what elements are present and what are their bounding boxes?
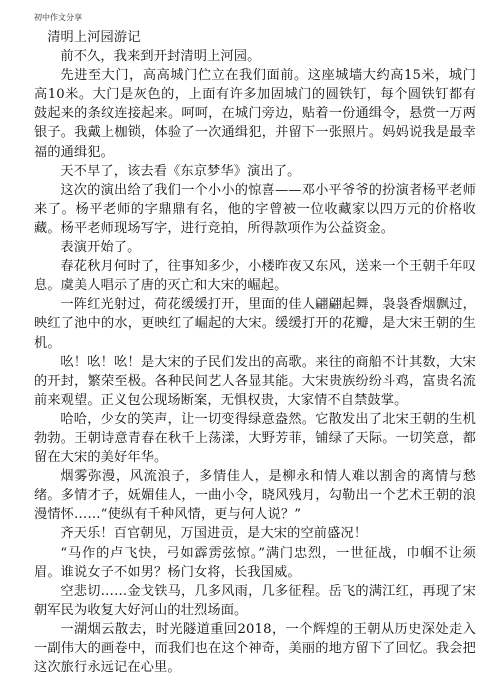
paragraph: 天不早了，该去看《东京梦华》演出了。 (60, 163, 301, 179)
paragraph: 吆！吆！吆！是大宋的子民们发出的高歌。来往的商船不计其数，大宋的开封，繁荣至极。各种民间艺人各显其能。大宋贵族纷纷斗鸡，富贵名流前来观望。正义包公现场断案，无惧权贵，大家情不自禁鼓掌。 (34, 354, 476, 408)
paragraph: 空悲切……金戈铁马，几多风雨，几多征程。岳飞的满江红，再现了宋朝军民为收复大好河山的壮烈场面。 (34, 583, 476, 618)
paragraph: 表演开始了。 (60, 240, 141, 256)
paragraph: 哈哈，少女的笑声，让一切变得绿意盎然。它散发出了北宋王朝的生机勃勃。王朝诗意青春在秋千上荡漾，大野芳菲，铺绿了天际。一切笑意，都留在大宋的美好年华。 (34, 411, 476, 466)
article-body (34, 28, 476, 677)
paragraph: 春花秋月何时了，往事知多少，小楼昨夜又东风，送来一个王朝千年叹息。虞美人唱示了唐的灭亡和大宋的崛起。 (34, 259, 476, 294)
page-header: 初中作文分享 (34, 13, 82, 22)
paragraph: 齐天乐！百官朝见，万国进贡，是大宋的空前盛况！ (60, 526, 368, 542)
paragraph: 这次的演出给了我们一个小小的惊喜——邓小平爷爷的扮演者杨平老师来了。杨平老师的字鼎鼎有名，他的字曾被一位收藏家以四万元的价格收藏。杨平老师现场写字，进行竞拍，所得款项作为公益资金。 (34, 182, 476, 236)
article-title: 清明上河园游记 (47, 30, 141, 45)
paragraph: 前不久，我来到开封清明上河园。 (60, 49, 261, 65)
paragraph: 先进至大门，高高城门伫立在我们面前。这座城墙大约高15米，城门高10米。大门是灰色的，上面有许多加固城门的圆铁钉，每个圆铁钉都有鼓起来的条纹连接起来。呵呵，在城门旁边，贴着一份通缉令，悬赏一万两银子。我戴上枷锁，体验了一次通缉犯，并留下一张照片。妈妈说我是最幸福的通缉犯。 (34, 68, 476, 160)
paragraph: 一阵红光射过，荷花缓缓打开，里面的佳人翩翩起舞，袅袅香烟飘过，映红了池中的水，更映红了崛起的大宋。缓缓打开的花瓣，是大宋王朝的生机。 (34, 297, 476, 351)
paragraph: 一湖烟云散去，时光隧道重回2018，一个辉煌的王朝从历史深处走入一副伟大的画卷中，而我们也在这个神奇，美丽的地方留下了回忆。我会把这次旅行永远记在心里。 (34, 621, 476, 676)
paragraph: 烟雾弥漫，风流浪子，多情佳人，是柳永和情人难以割舍的离情与愁绪。多情才子，妩媚佳人，一曲小令，晓风残月，勾勒出一个艺术王朝的浪漫情怀……“使纵有千种风情，更与何人说？” (34, 469, 476, 523)
paragraph: “马作的卢飞快，弓如霹雳弦惊。”满门忠烈，一世征战，巾帼不让须眉。谁说女子不如男？杨门女将，长我国威。 (34, 545, 476, 580)
